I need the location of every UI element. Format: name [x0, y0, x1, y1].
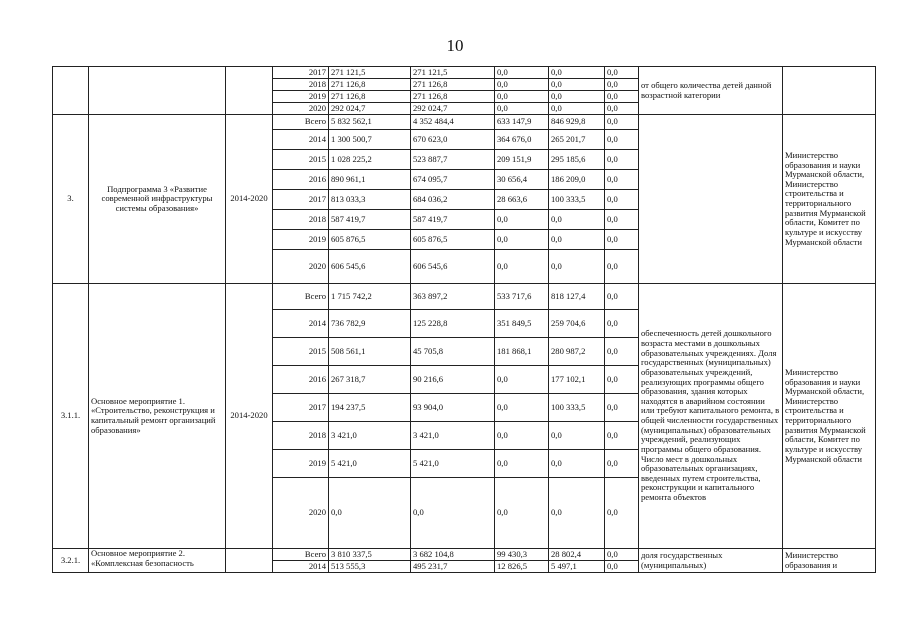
fund-value: 93 904,0: [411, 394, 495, 422]
fund-value: 605 876,5: [411, 230, 495, 250]
year-cell: 2019: [273, 450, 329, 478]
fund-value: 0,0: [605, 310, 639, 338]
total-value: 271 126,8: [329, 91, 411, 103]
fund-value: 684 036,2: [411, 190, 495, 210]
fund-value: 0,0: [605, 170, 639, 190]
year-cell: 2014: [273, 561, 329, 573]
fund-value: 0,0: [495, 250, 549, 284]
total-value: 605 876,5: [329, 230, 411, 250]
fund-value: 351 849,5: [495, 310, 549, 338]
year-cell: 2017: [273, 67, 329, 79]
fund-value: 271 126,8: [411, 91, 495, 103]
total-value: 5 421,0: [329, 450, 411, 478]
fund-value: 0,0: [495, 478, 549, 549]
fund-value: 0,0: [495, 450, 549, 478]
fund-value: 100 333,5: [549, 394, 605, 422]
event-name: [89, 67, 226, 115]
fund-value: 0,0: [605, 150, 639, 170]
year-cell: 2018: [273, 422, 329, 450]
fund-value: 0,0: [495, 67, 549, 79]
fund-value: 0,0: [605, 230, 639, 250]
row-number: [53, 67, 89, 115]
fund-value: 0,0: [549, 230, 605, 250]
fund-value: 5 421,0: [411, 450, 495, 478]
fund-value: 0,0: [605, 79, 639, 91]
event-name: Основное мероприятие 1. «Строительство, реконструкция и капитальный ремонт организаций образования»: [89, 284, 226, 549]
row-number: 3.2.1.: [53, 549, 89, 573]
table-row: [53, 549, 876, 561]
year-cell: 2019: [273, 91, 329, 103]
fund-value: 0,0: [549, 422, 605, 450]
fund-value: 818 127,4: [549, 284, 605, 310]
year-cell: 2017: [273, 394, 329, 422]
fund-value: 0,0: [605, 366, 639, 394]
year-cell: 2015: [273, 338, 329, 366]
total-value: 3 421,0: [329, 422, 411, 450]
fund-value: 177 102,1: [549, 366, 605, 394]
fund-value: 0,0: [495, 394, 549, 422]
total-value: 5 832 562,1: [329, 115, 411, 130]
fund-value: 0,0: [549, 450, 605, 478]
period: [226, 67, 273, 115]
fund-value: 4 352 484,4: [411, 115, 495, 130]
fund-value: 0,0: [605, 115, 639, 130]
year-cell: 2019: [273, 230, 329, 250]
fund-value: 0,0: [605, 284, 639, 310]
total-value: 736 782,9: [329, 310, 411, 338]
total-value: 194 237,5: [329, 394, 411, 422]
fund-value: 12 826,5: [495, 561, 549, 573]
fund-value: 0,0: [549, 91, 605, 103]
year-cell: 2014: [273, 130, 329, 150]
fund-value: 0,0: [605, 394, 639, 422]
fund-value: 90 216,6: [411, 366, 495, 394]
executor-text: Министерство образования и: [783, 549, 876, 573]
total-value: 1 715 742,2: [329, 284, 411, 310]
year-cell: 2018: [273, 79, 329, 91]
fund-value: 209 151,9: [495, 150, 549, 170]
event-name: Подпрограмма 3 «Развитие современной инфраструктуры системы образования»: [89, 115, 226, 284]
total-value: 890 961,1: [329, 170, 411, 190]
fund-value: 633 147,9: [495, 115, 549, 130]
total-value: 271 121,5: [329, 67, 411, 79]
year-cell: 2014: [273, 310, 329, 338]
executor-text: Министерство образования и науки Мурманской области, Министерство строительства и территориального развития Мурманской области, Комитет по культуре и искусству Мурманской области: [783, 115, 876, 284]
fund-value: 99 430,3: [495, 549, 549, 561]
fund-value: 259 704,6: [549, 310, 605, 338]
year-cell: 2020: [273, 478, 329, 549]
fund-value: 3 421,0: [411, 422, 495, 450]
total-value: 606 545,6: [329, 250, 411, 284]
fund-value: 295 185,6: [549, 150, 605, 170]
row-number: 3.1.1.: [53, 284, 89, 549]
indicator-text: от общего количества детей данной возрастной категории: [639, 67, 783, 115]
fund-value: 0,0: [605, 67, 639, 79]
fund-value: 5 497,1: [549, 561, 605, 573]
fund-value: 0,0: [549, 79, 605, 91]
fund-value: 0,0: [605, 250, 639, 284]
year-cell: 2016: [273, 366, 329, 394]
total-value: 1 300 500,7: [329, 130, 411, 150]
fund-value: 28 802,4: [549, 549, 605, 561]
event-name: Основное мероприятие 2. «Комплексная безопасность: [89, 549, 226, 573]
fund-value: 364 676,0: [495, 130, 549, 150]
fund-value: 846 929,8: [549, 115, 605, 130]
fund-value: 0,0: [605, 130, 639, 150]
fund-value: 0,0: [605, 549, 639, 561]
fund-value: 674 095,7: [411, 170, 495, 190]
fund-value: 0,0: [495, 422, 549, 450]
fund-value: 125 228,8: [411, 310, 495, 338]
total-value: 813 033,3: [329, 190, 411, 210]
year-cell: 2018: [273, 210, 329, 230]
total-value: 292 024,7: [329, 103, 411, 115]
fund-value: 523 887,7: [411, 150, 495, 170]
fund-value: 0,0: [605, 210, 639, 230]
fund-value: 181 868,1: [495, 338, 549, 366]
fund-value: 0,0: [495, 91, 549, 103]
page-number: 10: [446, 36, 464, 55]
fund-value: 0,0: [549, 210, 605, 230]
total-value: 3 810 337,5: [329, 549, 411, 561]
table-row: [53, 115, 876, 130]
indicator-text: доля государственных (муниципальных): [639, 549, 783, 573]
table-row: [53, 284, 876, 310]
fund-value: 0,0: [605, 91, 639, 103]
total-value: 1 028 225,2: [329, 150, 411, 170]
fund-value: 0,0: [495, 103, 549, 115]
fund-value: 0,0: [495, 210, 549, 230]
period: [226, 549, 273, 573]
year-cell: Всего: [273, 115, 329, 130]
year-cell: 2015: [273, 150, 329, 170]
total-value: 513 555,3: [329, 561, 411, 573]
fund-value: 0,0: [495, 79, 549, 91]
fund-value: 0,0: [605, 422, 639, 450]
fund-value: 363 897,2: [411, 284, 495, 310]
fund-value: 100 333,5: [549, 190, 605, 210]
fund-value: 0,0: [495, 366, 549, 394]
fund-value: 0,0: [605, 338, 639, 366]
fund-value: 186 209,0: [549, 170, 605, 190]
fund-value: 28 663,6: [495, 190, 549, 210]
fund-value: 30 656,4: [495, 170, 549, 190]
fund-value: 0,0: [605, 450, 639, 478]
fund-value: 0,0: [549, 103, 605, 115]
fund-value: 0,0: [411, 478, 495, 549]
fund-value: 0,0: [495, 230, 549, 250]
indicator-text: [639, 115, 783, 284]
executor-text: [783, 67, 876, 115]
year-cell: Всего: [273, 284, 329, 310]
fund-value: 0,0: [605, 103, 639, 115]
year-cell: 2016: [273, 170, 329, 190]
fund-value: 533 717,6: [495, 284, 549, 310]
fund-value: 0,0: [605, 561, 639, 573]
year-cell: 2020: [273, 250, 329, 284]
total-value: 267 318,7: [329, 366, 411, 394]
total-value: 508 561,1: [329, 338, 411, 366]
executor-text: Министерство образования и науки Мурманской области, Министерство строительства и территориального развития Мурманской области, Комитет по культуре и искусству Мурманской области: [783, 284, 876, 549]
fund-value: 265 201,7: [549, 130, 605, 150]
year-cell: Всего: [273, 549, 329, 561]
period: 2014-2020: [226, 284, 273, 549]
total-value: 587 419,7: [329, 210, 411, 230]
fund-value: 45 705,8: [411, 338, 495, 366]
fund-value: 495 231,7: [411, 561, 495, 573]
fund-value: 0,0: [549, 250, 605, 284]
fund-value: 271 126,8: [411, 79, 495, 91]
fund-value: 3 682 104,8: [411, 549, 495, 561]
total-value: 271 126,8: [329, 79, 411, 91]
fund-value: 271 121,5: [411, 67, 495, 79]
fund-value: 0,0: [605, 478, 639, 549]
year-cell: 2020: [273, 103, 329, 115]
program-table: [52, 66, 876, 573]
table-row: [53, 67, 876, 79]
fund-value: 0,0: [605, 190, 639, 210]
fund-value: 606 545,6: [411, 250, 495, 284]
row-number: 3.: [53, 115, 89, 284]
indicator-text: обеспеченность детей дошкольного возраста местами в дошкольных образовательных учреждениях. Доля государственных (муниципальных) образовательных учреждений, реализующих программы общего образования, здания которых находятся в аварийном состоянии или требуют капитального ремонта, в общей численности государственных (муниципальных) образовательных учреждений, реализующих программы общего образования. Число мест в дошкольных образовательных организациях, введенных путем строительства, реконструкции и капитального ремонта объектов: [639, 284, 783, 549]
period: 2014-2020: [226, 115, 273, 284]
fund-value: 670 623,0: [411, 130, 495, 150]
fund-value: 292 024,7: [411, 103, 495, 115]
year-cell: 2017: [273, 190, 329, 210]
fund-value: 587 419,7: [411, 210, 495, 230]
fund-value: 0,0: [549, 67, 605, 79]
total-value: 0,0: [329, 478, 411, 549]
fund-value: 0,0: [549, 478, 605, 549]
fund-value: 280 987,2: [549, 338, 605, 366]
